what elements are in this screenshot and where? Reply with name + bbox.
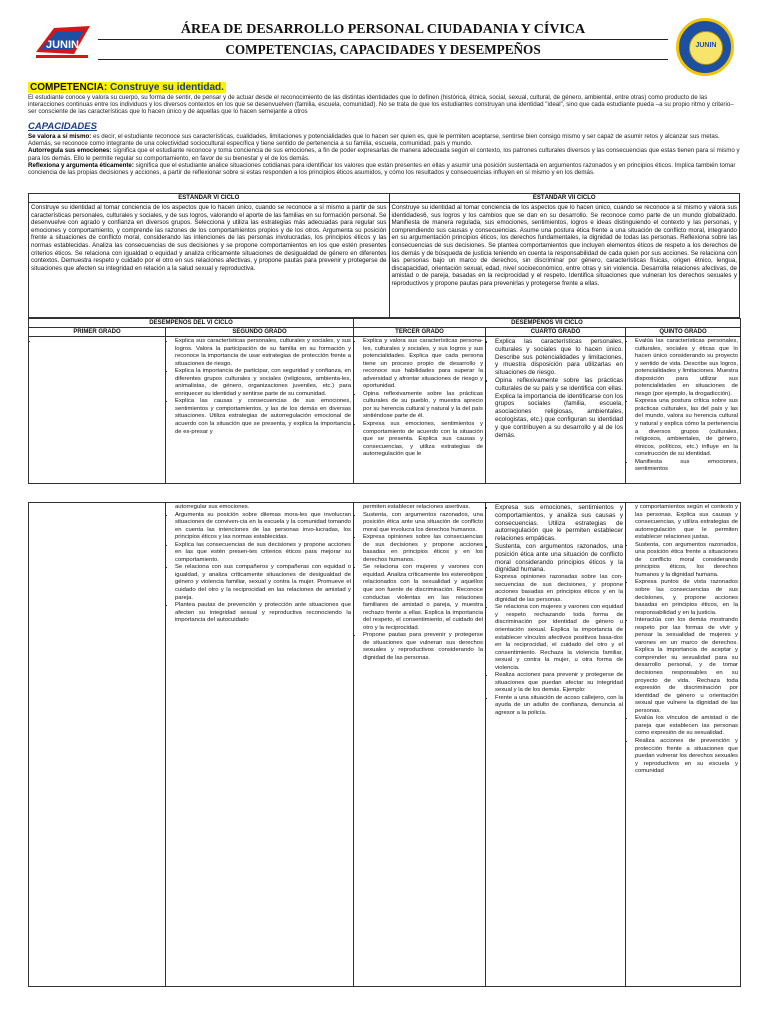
list-item: • Opina reflexivamente sobre las prácticas culturales de su pueblo, y muestra aprecio por su herencia cultural y natural y la del país sintiéndose parte de él. xyxy=(363,391,483,421)
list-item: • Manifiesta sus emociones, sentimientos xyxy=(635,459,738,474)
list-item: • Sustenta, con argumentos razonados, una posición ética ante una situación de conflicto moral que involucra los derechos humanos. xyxy=(363,512,483,535)
desempenos-vii-header: DESEMPEÑOS VII CICLO xyxy=(354,319,741,328)
estandar-vii-text: Construye su identidad al tomar conciencia de los aspectos que lo hacen único, cuando se reconoce a sí mismo y valora sus identidades6, sus logros y los cambios que se dan en su desarrollo. Se reconoce como parte de un mundo globalizado. Manifiesta de manera regulada, sus emociones, sentimientos, logros e ideas distinguiendo el contexto y las personas, y comprendiendo sus causas y consecuencias. Asume una postura ética frente a una situación de conflicto moral, integrando en su argumentación principios éticos, los derechos fundamentales, la dignidad de todas las personas. Reflexiona sobre las consecuencias de sus decisiones. Se plantea comportamientos que incluyen elementos éticos de respeto a los derechos de los demás y de búsqueda de justicia teniendo en cuenta la responsabilidad de cada quien por sus acciones. Se relaciona con las personas bajo un marco de derechos, sin discriminar por género, características físicas, origen étnico, lengua, discapacidad, orientación sexual, edad, nivel socioeconómico, entre otras y sin violencia. Desarrolla relaciones afectivas, de amistad o de pareja, basadas en la reciprocidad y el respeto. Identifica situaciones que vulneran los derechos sexuales y reproductivos y propone pautas para prevenirlas y protegerse frente a ellas. xyxy=(389,203,740,318)
list-item: • Explica las consecuencias de sus decisiones y propone acciones en las que estén presen-tes criterios éticos para mejorar su comportamiento. xyxy=(175,542,351,565)
capacidad-item xyxy=(28,147,740,161)
capacidad-label: Autorregula sus emociones: xyxy=(28,147,112,155)
estandar-vi-header: ESTÁNDAR VI CICLO xyxy=(29,194,390,203)
capacidad-label: Reflexiona y argumenta éticamente: xyxy=(28,161,134,169)
page-title: ÁREA DE DESARROLLO PERSONAL CIUDADANIA Y CÍVICA xyxy=(180,22,586,37)
list-item: • Interactúa con los demás mostrando respeto por las formas de vivir y pensar la sexualidad de mujeres y varones en un marco de derechos. Explica la importancia de aceptar y comprender su sexualidad para su desarrollo personal, y de tomar decisiones responsables en su proyecto de vida. Rechaza toda expresión de discriminación por identidad de género u orientación sexual que vulnere la dignidad de las personas. xyxy=(635,617,738,715)
logo-left-text: JUNIN xyxy=(46,39,80,51)
capacidad-text: significa que el estudiante analice situaciones cotidianas para identificar los valores que están presentes en ellas y asumir una posición sustentada en argumentos razonados y en principios éticos. Implica también tomar conciencia de las propias decisiones y acciones, a partir de reflexionar sobre si estas responden a los principios éticos asumidos, y cómo los resultados y consecuencias influyen en sí mismo y en los demás. xyxy=(28,161,736,177)
list-item: • Expresa sus emociones, sentimientos y comportamiento de acuerdo con la situación que se presenta. Explica sus causas y consecuencias, y utiliza estrategias de autorregulación que le xyxy=(363,421,483,459)
list-item: permiten establecer relaciones asertivas. xyxy=(363,504,471,510)
list-item: • Explica las características personales, culturales y sociales que lo hacen único. Describe sus potencialidades y limitaciones, y muestra disposición para utilizarlas en situaciones de riesgo. xyxy=(495,338,623,377)
logo-right-inner xyxy=(689,31,723,65)
list-item: • Se relaciona con mujeres y varones con equidad y respeto rechazando toda forma de discriminación por identidad de género u orientación sexual. Explica la importancia de establecer vínculos afectivos positivos basa-dos en la reciprocidad, el cuidado del otro y el consentimiento. Rechaza la violencia familiar, sexual y contra la mujer, u otra forma de violencia. xyxy=(495,604,623,672)
list-item: • Sustenta, con argumentos razonados, una posición ética frente a situaciones de conflicto moral considerando principios éticos, los derechos humanos y la dignidad humana. xyxy=(635,542,738,580)
desempenos-vi-header: DESEMPEÑOS DEL VI CICLO xyxy=(29,319,354,328)
list-item: • Realiza acciones de prevención y protección frente a situaciones que puedan vulnerar los derechos sexuales y reproductivos en su escuela y comunidad xyxy=(635,738,738,776)
list-item: autorregular sus emociones. xyxy=(175,504,250,510)
list-item: • Plantea pautas de prevención y protección ante situaciones que afecten su integridad sexual y reproductiva reconociendo la importancia del autocuidado xyxy=(175,602,351,625)
estandar-vii-header: ESTÁNDAR VII CICLO xyxy=(389,194,740,203)
tercer-grado-cell xyxy=(354,503,486,987)
competencia-heading xyxy=(28,82,226,93)
capacidad-label: Se valora a sí mismo: xyxy=(28,133,92,140)
quinto-grado-cell xyxy=(626,503,741,987)
list-item: • Expresa puntos de vista razonados sobre las consecuencias de sus decisiones, y propone acciones basadas en principios éticos, en la responsabilidad y en la justicia. xyxy=(635,579,738,617)
list-item: • Explica y valora sus características persona-les, culturales y sociales, y sus logros y sus potencialidades. Explica que cada persona tiene un proceso propio de desarrollo y reconoce sus habilidades para superar la adversidad y afrontar situaciones de riesgo y oportunidad. xyxy=(363,338,483,391)
title-underline xyxy=(98,39,668,40)
capacidad-item xyxy=(28,162,740,176)
list-item: • Opina reflexivamente sobre las prácticas culturales de su país y se identifica con ellas. Explica la importancia de identificarse con los grupos sociales (familia, escuela, asociaciones religiosas, ambientales, ecologistas, etc.) que configuran su identidad y que contribuyen a su desarrollo y al de los demás. xyxy=(495,377,623,439)
list-item: y comportamientos según el contexto y las personas. Explica sus causas y consecuencias, y utiliza estrategias de autorregulación que le permiten establecer relaciones justas. xyxy=(635,504,738,541)
list-item: • Evalúa las características personales, culturales, sociales y éticas que lo hacen único considerando su proyecto y sentido de vida. Describe sus logros, potencialidades y limitaciones. Muestra disposición para utilizar sus potencialidades en situaciones de riesgo (por ejemplo, la drogadicción). xyxy=(635,338,738,398)
list-item: • Explica las causas y consecuencias de sus emociones, sentimientos y comportamientos, y las de los demás en diversas situaciones. Utiliza estrategias de autorregulación emocional de acuerdo con la situación que se presenta, y explica la importancia de ex-presar y xyxy=(175,398,351,436)
estandares-table xyxy=(28,193,740,318)
ugel-logo-left xyxy=(34,22,92,62)
desempenos-table-p2 xyxy=(28,502,741,987)
subtitle-underline xyxy=(98,59,668,60)
list-item: • Expresa opiniones razonadas sobre las con-secuencias de sus decisiones, y propone acciones basadas en principios éticos y en la dignidad de las personas. xyxy=(495,574,623,604)
page-subtitle: COMPETENCIAS, CAPACIDADES Y DESEMPEÑOS xyxy=(225,42,541,57)
grade-header-3: TERCER GRADO xyxy=(354,328,486,337)
quinto-grado-cell xyxy=(626,337,741,484)
segundo-grado-cell xyxy=(166,503,354,987)
grade-header-4: CUARTO GRADO xyxy=(486,328,626,337)
competencia-label: COMPETENCIA: xyxy=(30,82,108,93)
grade-header-5: QUINTO GRADO xyxy=(626,328,741,337)
logo-right-text: JUNIN xyxy=(695,42,717,49)
capacidades-list xyxy=(28,133,740,176)
list-item: • Evalúa los vínculos de amistad o de pareja que establecen las personas como expresión de su sexualidad. xyxy=(635,715,738,738)
list-item: • Propone pautas para prevenir y protegerse de situaciones que vulneran sus derechos sexuales y reproductivos considerando la dignidad de las personas. xyxy=(363,632,483,662)
document-header xyxy=(28,18,740,74)
cuarto-grado-cell xyxy=(486,337,626,484)
page-1 xyxy=(0,0,768,500)
competencia-value: Construye su identidad. xyxy=(110,82,224,93)
grade-header-1: PRIMER GRADO xyxy=(29,328,166,337)
desempenos-table-p1 xyxy=(28,318,741,484)
list-item: • Frente a una situación de acoso callejero, con la ayuda de un adulto de confianza, denuncia al agresor a la policía. xyxy=(495,695,623,718)
list-item: • Expresa sus emociones, sentimientos y comportamientos, y analiza sus causas y consecuencias. Utiliza estrategias de autorregulación que le permiten establecer relaciones empáticas. xyxy=(495,504,623,543)
cuarto-grado-cell xyxy=(486,503,626,987)
competencia-description: El estudiante conoce y valora su cuerpo, su forma de sentir, de pensar y de actuar desde el reconocimiento de las distintas identidades que lo definen (histórica, étnica, social, sexual, cultural, de género, ambiental, entre otras) como producto de las interacciones continuas entre los individuos y los diversos contextos en los que se desenvuelven (familia, escuela, comunidad). No se trata de que los estudiantes construyan una identidad "ideal", sino que cada estudiante pueda –a su propio ritmo y criterio– ser consciente de las características que lo hacen único y de aquellas que lo hacen semejante a otros xyxy=(28,94,734,116)
list-item: • Se relaciona con mujeres y varones con equidad. Analiza críticamente los estereotipos relacionados con la sexualidad y aquellos que son fuente de discriminación. Reconoce conductas violentas en las relaciones familiares de amistad o pareja, y muestra rechazo frente a ellas. Explica la importancia del respeto, el consentimiento, el cuidado del otro y la reciprocidad. xyxy=(363,564,483,632)
capacidad-text: significa que el estudiante reconoce y toma conciencia de sus emociones, a fin de poder expresarlas de manera adecuada según el contexto, los patrones culturales diversos y las consecuencias que estas tienen para sí mismo y para los demás. Ello le permite regular su comportamiento, en favor de su bienestar y el de los demás. xyxy=(28,147,740,162)
list-item: • Expresa opiniones sobre las consecuencias de sus decisiones y propone acciones basadas en principios éticos y en los derechos humanos. xyxy=(363,534,483,564)
list-item: • Se relaciona con sus compañeros y compañeras con equidad o igualdad, y analiza críticamente situaciones de desigualdad de género y violencia familiar, sexual y contra la mujer. Promueve el cuidado del otro y la reciprocidad en las relaciones de amistad y pareja. xyxy=(175,564,351,602)
capacidades-heading: CAPACIDADES xyxy=(28,121,97,132)
grade-header-2: SEGUNDO GRADO xyxy=(166,328,354,337)
list-item: • Explica sus características personales, culturales y sociales, y sus logros. Valora la participación de su familia en su formación y reconoce la importancia de usar estrategias de protección frente a situaciones de riesgo. xyxy=(175,338,351,368)
page-2 xyxy=(0,500,768,1024)
list-item: • Argumenta su posición sobre dilemas mora-les que involucran situaciones de conviven-cia en la escuela y la comunidad tomando en cuenta las intenciones de las personas invo-lucradas, los principios éticos y las normas establecidas. xyxy=(175,512,351,542)
primer-grado-cell xyxy=(29,337,166,484)
primer-grado-cell xyxy=(29,503,166,987)
capacidad-item xyxy=(28,133,740,147)
tercer-grado-cell xyxy=(354,337,486,484)
list-item xyxy=(38,338,163,346)
segundo-grado-cell xyxy=(166,337,354,484)
capacidad-text: es decir, el estudiante reconoce sus características, cualidades, limitaciones y potencialidades que lo hacen ser quien es, que le permiten aceptarse, sentirse bien consigo mismo y ser capaz de asumir retos y alcanzar sus metas. Además, se reconoce como integrante de una colectividad sociocultural específica y tiene sentido de pertenencia a su familia, escuela, comunidad, país y mundo. xyxy=(28,133,720,148)
estandar-vi-text: Construye su identidad al tomar conciencia de los aspectos que lo hacen único, cuando se reconoce a sí mismo a partir de sus características personales, culturales y sociales, y de sus logros, valorando el aporte de las familias en su formación personal. Se desenvuelve con agrado y confianza en diversos grupos. Selecciona y utiliza las estrategias más adecuadas para regular sus emociones y comportamiento, y comprende las razones de los comportamientos propios y de los otros. Argumenta su posición frente a situaciones de conflicto moral, considerando las intenciones de las personas involucradas, los principios éticos y las normas establecidas. Analiza las consecuencias de sus decisiones y se propone comportamientos en los que estén presentes criterios éticos. Se relaciona con igualdad o equidad y analiza críticamente situaciones de desigualdad de género en diferentes contextos. Demuestra respeto y cuidado por el otro en sus relaciones afectivas, y propone pautas para prevenir y protegerse de situaciones que afecten su integridad en relación a la salud sexual y reproductiva. xyxy=(29,203,390,318)
list-item: • Sustenta, con argumentos razonados, una posición ética ante una situación de conflicto moral considerando principios éticos y la dignidad humana. xyxy=(495,543,623,574)
ugel-logo-right xyxy=(676,18,734,76)
list-item: • Expresa una postura crítica sobre sus prácticas culturales, las del país y las del mundo, valora su herencia cultural y natural y explica cómo la pertenencia a diversos grupos (culturales, religiosos, ambientales, de género, étnicos, políticos, etc.) influye en la construcción de su identidad. xyxy=(635,398,738,458)
list-item: • Realiza acciones para prevenir y protegerse de situaciones que puedan afectar su integridad sexual y la de los demás. Ejemplo: xyxy=(495,672,623,695)
list-item: • Explica la importancia de participar, con seguridad y confianza, en diferentes grupos culturales y sociales (religiosos, ambienta-les, animalistas, de género, organizaciones juveniles, etc.) para enriquecer su identidad y sentirse parte de su comunidad. xyxy=(175,368,351,398)
